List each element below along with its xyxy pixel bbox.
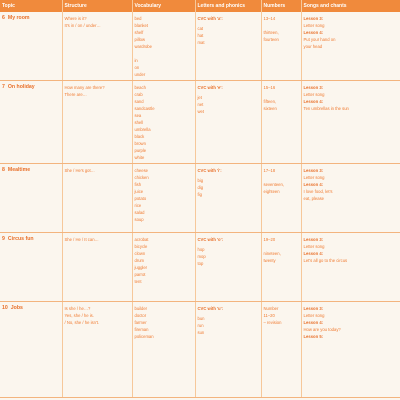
structure-cell	[62, 302, 132, 398]
phonics-cell	[195, 81, 261, 164]
vocabulary-word: acrobat	[134, 237, 149, 242]
vocabulary-word: wardrobe	[134, 44, 152, 49]
structure-line: Is she / he…?	[64, 306, 91, 311]
vocabulary-word: umbrella	[134, 127, 151, 132]
vocabulary-cell	[132, 302, 195, 398]
phonics-header: CVC with 'i':	[197, 168, 222, 173]
vocabulary-word: sea	[134, 113, 142, 118]
numbers-line: fifteen,	[263, 99, 277, 104]
structure-cell	[62, 233, 132, 302]
vocabulary-word: juggler	[134, 265, 148, 270]
song-title: eat, please	[303, 196, 324, 201]
phonics-word: hop	[197, 247, 205, 252]
table-row	[0, 164, 400, 233]
vocabulary-word: chicken	[134, 175, 149, 180]
structure-line: She / He / It can…	[64, 237, 99, 242]
phonics-header: CVC with 'e':	[197, 85, 223, 90]
numbers-line	[264, 174, 299, 181]
vocabulary-word: sand	[134, 99, 144, 104]
song-title: Letter song	[303, 313, 325, 318]
vocabulary-word: drum	[134, 258, 145, 263]
vocabulary-cell	[132, 12, 195, 81]
topic-cell	[0, 164, 62, 233]
vocabulary-word: potato	[134, 196, 147, 201]
structure-cell	[62, 81, 132, 164]
phonics-cell	[195, 302, 261, 398]
vocabulary-word: in	[134, 58, 138, 63]
table-row	[0, 12, 400, 81]
song-title: your head	[303, 44, 323, 49]
vocabulary-word: rice	[134, 203, 142, 208]
phonics-cell	[195, 164, 261, 233]
phonics-word: sun	[197, 330, 205, 335]
structure-cell	[62, 12, 132, 81]
lesson-label: Lesson 3:	[303, 85, 324, 90]
numbers-line	[264, 243, 299, 250]
structure-line: Yes, she / he is.	[64, 313, 94, 318]
vocabulary-word: farmer	[134, 320, 147, 325]
numbers-cell	[261, 302, 301, 398]
table-row	[0, 233, 400, 302]
topic-number: 6	[2, 15, 5, 21]
numbers-line: seventeen,	[263, 182, 284, 187]
vocabulary-word: brown	[134, 141, 146, 146]
songs-cell	[301, 81, 400, 164]
header-songs-chants: Songs and chants	[301, 0, 400, 12]
topic-number: 10	[2, 305, 8, 311]
phonics-cell	[195, 12, 261, 81]
song-title: How are you today?	[303, 327, 341, 332]
vocabulary-word: policeman	[134, 334, 154, 339]
phonics-word: run	[197, 323, 204, 328]
vocabulary-word: beach	[134, 85, 146, 90]
phonics-word: big	[197, 178, 204, 183]
numbers-line: 13–14	[263, 16, 276, 21]
vocabulary-cell	[132, 164, 195, 233]
vocabulary-word: shelf	[134, 30, 144, 35]
structure-line: How many are there?	[64, 85, 105, 90]
topic-cell	[0, 12, 62, 81]
vocabulary-word: white	[134, 155, 145, 160]
lesson-label: Lesson 4:	[303, 251, 324, 256]
header-numbers: Numbers	[261, 0, 301, 12]
topic-number: 9	[2, 236, 5, 242]
vocabulary-word: fireman	[134, 327, 149, 332]
phonics-word: fig	[197, 192, 202, 197]
structure-line: Where is it?	[64, 16, 87, 21]
numbers-line	[264, 91, 299, 98]
vocabulary-word: cheese	[134, 168, 149, 173]
songs-cell	[301, 12, 400, 81]
topic-number: 7	[2, 84, 5, 90]
vocabulary-word: on	[134, 65, 140, 70]
songs-cell	[301, 164, 400, 233]
song-title: Letter song	[303, 244, 325, 249]
phonics-word: top	[197, 261, 204, 266]
song-title: Letter song	[303, 23, 325, 28]
phonics-word: mat	[197, 40, 205, 45]
song-title: Letter song	[303, 92, 325, 97]
numbers-cell	[261, 164, 301, 233]
vocabulary-word: blanket	[134, 23, 149, 28]
lesson-label: Lesson 3:	[303, 168, 324, 173]
vocabulary-cell	[132, 233, 195, 302]
vocabulary-word: shell	[134, 120, 144, 125]
numbers-line: twenty	[263, 258, 276, 263]
topic-number: 8	[2, 167, 5, 173]
vocabulary-word: sandcastle	[134, 106, 155, 111]
numbers-line: thirteen,	[263, 30, 279, 35]
topic-cell	[0, 233, 62, 302]
phonics-word: hat	[197, 33, 204, 38]
numbers-line: sixteen	[263, 106, 277, 111]
vocabulary-word: bed	[134, 16, 142, 21]
numbers-line: eighteen	[263, 189, 280, 194]
numbers-line: – revision	[263, 320, 282, 325]
phonics-word: mop	[197, 254, 206, 259]
phonics-word: wet	[197, 109, 205, 114]
vocabulary-word	[135, 50, 193, 57]
song-title: Put your hand on	[303, 37, 336, 42]
lesson-label: Lesson 4:	[303, 30, 324, 35]
lesson-label: Lesson 4:	[303, 320, 324, 325]
phonics-word: dig	[197, 185, 204, 190]
vocabulary-word: purple	[134, 148, 147, 153]
topic-title: Mealtime	[7, 167, 31, 173]
vocabulary-word: tent	[134, 279, 142, 284]
numbers-line: 11–20	[263, 313, 275, 318]
phonics-word: net	[197, 102, 204, 107]
topic-title: Jobs	[10, 305, 23, 311]
topic-cell	[0, 302, 62, 398]
lesson-label: Lesson 4:	[303, 99, 324, 104]
table-row	[0, 81, 400, 164]
vocabulary-word: juice	[134, 189, 144, 194]
vocabulary-word: bicycle	[134, 244, 148, 249]
numbers-line: fourteen	[263, 37, 279, 42]
vocabulary-word: pillow	[134, 37, 145, 42]
numbers-line: 15–16	[263, 85, 276, 90]
topic-title: Circus fun	[7, 236, 34, 242]
topic-cell	[0, 81, 62, 164]
vocabulary-cell	[132, 81, 195, 164]
songs-cell	[301, 233, 400, 302]
structure-line: / No, she / he isn't.	[64, 320, 100, 325]
phonics-cell	[195, 233, 261, 302]
numbers-cell	[261, 12, 301, 81]
numbers-cell	[261, 233, 301, 302]
lesson-label: Lesson 3:	[303, 237, 324, 242]
numbers-line: Number	[263, 306, 279, 311]
vocabulary-word: black	[134, 134, 145, 139]
vocabulary-word: under	[134, 72, 146, 77]
phonics-header: CVC with 'a':	[197, 16, 223, 21]
header-structure: Structure	[62, 0, 132, 12]
song-title: Let's all go to the circus	[303, 258, 348, 263]
vocabulary-word: fish	[134, 182, 142, 187]
numbers-line: 19–20	[263, 237, 276, 242]
lesson-label: Lesson 4:	[303, 182, 324, 187]
vocabulary-word: crab	[134, 92, 143, 97]
structure-line: She / He's got…	[64, 168, 95, 173]
structure-line: There are…	[64, 92, 87, 97]
numbers-line: nineteen,	[263, 251, 281, 256]
vocabulary-word: doctor	[134, 313, 147, 318]
header-row	[0, 0, 400, 12]
phonics-word: cat	[197, 26, 204, 31]
numbers-line	[264, 22, 299, 29]
phonics-word: jet	[197, 95, 202, 100]
song-title: Letter song	[303, 175, 325, 180]
lesson-label: Lesson 5:	[303, 334, 324, 339]
table-row	[0, 302, 400, 398]
songs-cell	[301, 302, 400, 398]
topic-title: On holiday	[7, 84, 35, 90]
vocabulary-word: soup	[134, 217, 144, 222]
header-vocabulary: Vocabulary	[132, 0, 195, 12]
lesson-label: Lesson 3:	[303, 16, 324, 21]
phonics-header: CVC with 'u':	[197, 306, 223, 311]
vocabulary-word: salad	[134, 210, 145, 215]
lesson-label: Lesson 3:	[303, 306, 324, 311]
header-letters-phonics: Letters and phonics	[195, 0, 261, 12]
vocabulary-word: parrot	[134, 272, 146, 277]
header-topic: Topic	[0, 0, 62, 12]
phonics-word: bun	[197, 316, 205, 321]
topic-title: My room	[7, 15, 30, 21]
vocabulary-word: builder	[134, 306, 148, 311]
vocabulary-word: clown	[134, 251, 146, 256]
phonics-header: CVC with 'o':	[197, 237, 223, 242]
numbers-line: 17–18	[263, 168, 276, 173]
structure-line: It's in / on / under…	[64, 23, 101, 28]
song-title: I love food, let's	[303, 189, 333, 194]
structure-cell	[62, 164, 132, 233]
numbers-cell	[261, 81, 301, 164]
song-title: Ten umbrellas in the sun	[303, 106, 349, 111]
